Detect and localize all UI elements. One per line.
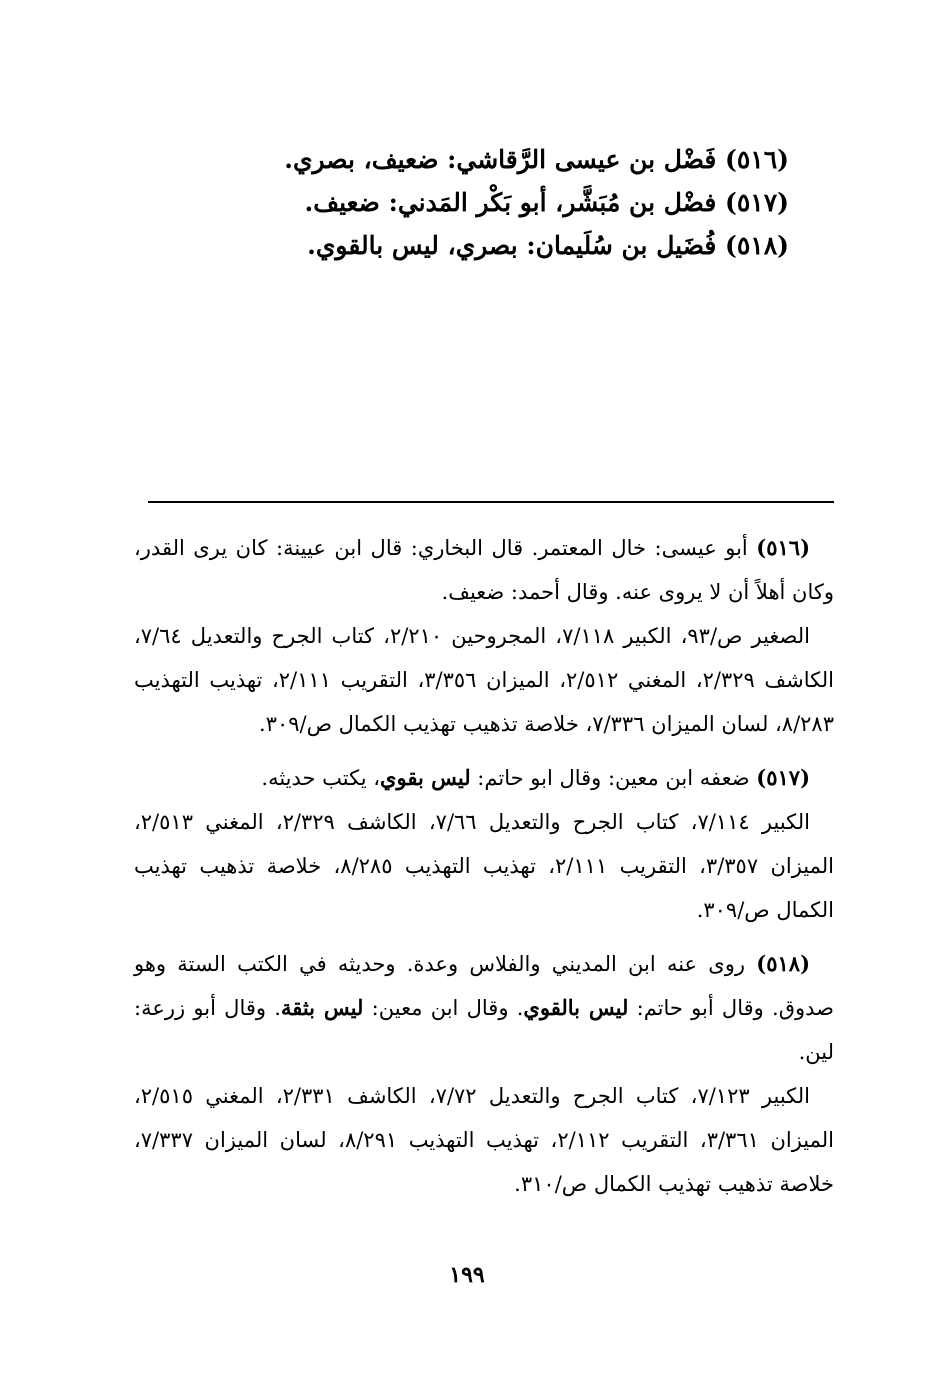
footnote-516-body: أبو عيسى: خال المعتمر. قال البخاري: قال ابن عيينة: كان يرى القدر، وكان أهلاً أن لا يروى عنه. وقال أحمد: ضعيف. xyxy=(134,536,834,604)
footnote-518-body-a: روى عنه ابن المديني والفلاس وعدة. وحديثه في الكتب الستة وهو صدوق. وقال أبو حاتم: xyxy=(134,952,834,1020)
footnote-518-body-c: . وقال أبو زرعة: لين. xyxy=(134,996,834,1064)
page-number: ١٩٩ xyxy=(449,1262,485,1288)
footnote-517-refs: الكبير ٧/١١٤، كتاب الجرح والتعديل ٧/٦٦، الكاشف ٢/٣٢٩، المغني ٢/٥١٣، الميزان ٣/٣٥٧، التقريب ٢/١١١، تهذيب التهذيب ٨/٢٨٥، خلاصة تذهيب تهذيب الكمال ص/٣٠٩. xyxy=(134,810,835,922)
footnote-516-text xyxy=(134,526,834,614)
footnote-518-emphasis-b: ليس بثقة xyxy=(280,995,364,1020)
footnote-518-emphasis-a: ليس بالقوي xyxy=(523,995,629,1020)
footnote-517-number: (٥١٧) xyxy=(756,765,810,790)
footnote-517-body-b: ، يكتب حديثه. xyxy=(261,766,381,790)
footnotes xyxy=(134,526,834,1206)
footnote-516-refs: الصغير ص/٩٣، الكبير ٧/١١٨، المجروحين ٢/٢١٠، كتاب الجرح والتعديل ٧/٦٤، الكاشف ٢/٣٢٩، المغني ٢/٥١٢، الميزان ٣/٣٥٦، التقريب ٢/١١١، تهذيب التهذيب ٨/٢٨٣، لسان الميزان ٧/٣٣٦، خلاصة تذهيب تهذيب الكمال ص/٣٠٩. xyxy=(134,624,834,736)
footnote-517-body-a: ضعفه ابن معين: وقال ابو حاتم: xyxy=(470,766,757,790)
entry-518: (٥١٨) فُضَيل بن سُلَيمان: بصري، ليس بالقوي. xyxy=(307,231,789,260)
footnote-518-text xyxy=(134,942,834,1074)
footnote-517-emphasis: ليس بقوي xyxy=(380,765,471,790)
footnote-gap xyxy=(134,932,834,942)
entry-517: (٥١٧) فضْل بن مُبَشَّر، أبو بَكْر المَدني: ضعيف. xyxy=(304,188,789,217)
footnote-gap xyxy=(134,746,834,756)
footnote-518-number: (٥١٨) xyxy=(756,951,810,976)
main-entries xyxy=(129,138,789,267)
footnote-516-number: (٥١٦) xyxy=(756,535,810,560)
footnote-separator xyxy=(148,501,834,503)
footnote-518-body-b: . وقال ابن معين: xyxy=(363,996,524,1020)
footnote-518-refs: الكبير ٧/١٢٣، كتاب الجرح والتعديل ٧/٧٢، الكاشف ٢/٣٣١، المغني ٢/٥١٥، الميزان ٣/٣٦١، التقريب ٢/١١٢، تهذيب التهذيب ٨/٢٩١، لسان الميزان ٧/٣٣٧، خلاصة تذهيب تهذيب الكمال ص/٣١٠. xyxy=(134,1084,834,1196)
entry-516: (٥١٦) فَضْل بن عيسى الرَّقاشي: ضعيف، بصري. xyxy=(284,145,789,174)
footnote-517-text xyxy=(134,756,834,800)
